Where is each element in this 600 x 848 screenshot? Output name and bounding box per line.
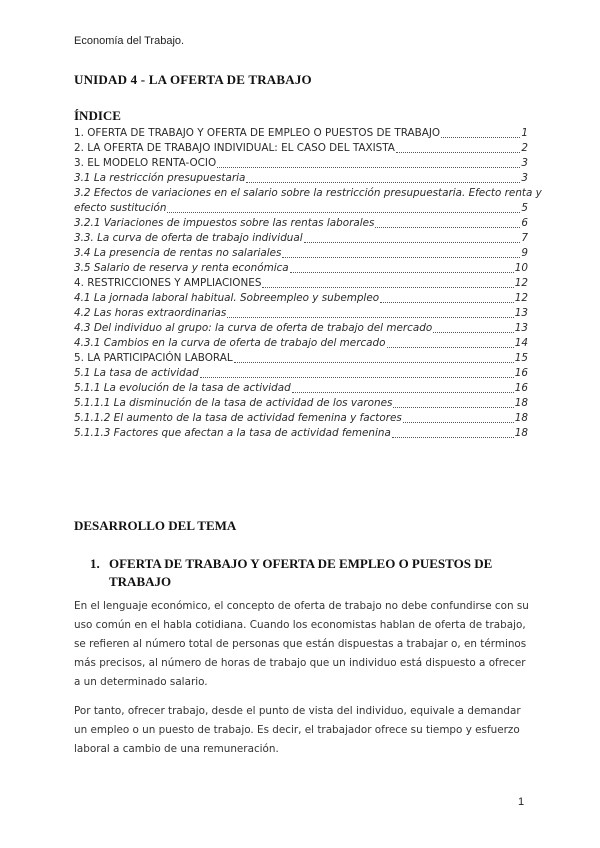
toc-entry-page: 1 [521, 127, 528, 139]
toc-entry[interactable] [74, 246, 528, 261]
toc-leader [290, 272, 514, 273]
toc-entry-title: 5.1.1 La evolución de la tasa de actividad [74, 382, 291, 394]
running-head: Economía del Trabajo. [74, 35, 185, 47]
section-number: 1. [90, 556, 100, 571]
toc-entry[interactable] [74, 231, 528, 246]
toc-entry-page: 14 [514, 337, 528, 349]
toc-entry[interactable] [74, 381, 528, 396]
page-number: 1 [518, 796, 525, 808]
toc-entry-page: 18 [514, 397, 528, 409]
toc-entry-page: 15 [514, 352, 528, 364]
toc-entry-title: 5.1.1.2 El aumento de la tasa de actividad femenina y factores [74, 412, 402, 424]
toc-entry[interactable] [74, 186, 542, 216]
toc-entry[interactable] [74, 396, 528, 411]
toc-entry-title: 3. EL MODELO RENTA-OCIO [74, 157, 217, 169]
toc-entry-title: 2. LA OFERTA DE TRABAJO INDIVIDUAL: EL CASO DEL TAXISTA [74, 142, 395, 154]
toc-entry[interactable] [74, 291, 528, 306]
index-heading: ÍNDICE [74, 108, 121, 123]
toc-leader [387, 347, 514, 348]
toc-leader [393, 407, 513, 408]
toc-leader [304, 242, 521, 243]
toc-entry-title: 4. RESTRICCIONES Y AMPLIACIONES [74, 277, 262, 289]
toc-entry-title: 5. LA PARTICIPACIÓN LABORAL [74, 352, 233, 364]
toc-entry-page: 2 [521, 142, 528, 154]
toc-leader [262, 287, 513, 288]
toc-entry-page: 9 [521, 247, 528, 259]
body-paragraph: En el lenguaje económico, el concepto de oferta de trabajo no debe confundirse con su uso común en el habla cotidiana. Cuando los economistas hablan de oferta de trabajo, se refieren al número total de personas que están dispuestas a trabajar o, en términos más precisos, al número de horas de trabajo que un individuo está dispuesto a ofrecer a un determinado salario. [74, 600, 529, 688]
toc-entry-title: 5.1.1.3 Factores que afectan a la tasa de actividad femenina [74, 427, 391, 439]
toc-entry-page: 7 [521, 232, 528, 244]
toc-entry[interactable] [74, 351, 528, 366]
section-heading [90, 555, 510, 591]
toc-entry[interactable] [74, 156, 528, 171]
toc-entry-page: 18 [514, 412, 528, 424]
toc-entry-title: 3.2.1 Variaciones de impuestos sobre las rentas laborales [74, 217, 375, 229]
toc-entry-page: 13 [514, 307, 528, 319]
toc-leader [403, 422, 514, 423]
toc-leader [380, 302, 514, 303]
toc-leader [392, 437, 514, 438]
toc-entry[interactable] [74, 336, 528, 351]
development-heading: DESARROLLO DEL TEMA [74, 518, 237, 533]
toc-entry[interactable] [74, 261, 528, 276]
toc-entry-title: 3.1 La restricción presupuestaria [74, 172, 246, 184]
toc-entry-page: 13 [514, 322, 528, 334]
toc-entry-title: 3.3. La curva de oferta de trabajo individual [74, 232, 303, 244]
toc-entry-page: 6 [521, 217, 528, 229]
toc-leader [433, 332, 514, 333]
toc-leader [167, 212, 520, 213]
toc-leader [234, 362, 514, 363]
toc-entry-page: 3 [521, 172, 528, 184]
toc-leader [282, 257, 520, 258]
toc-entry[interactable] [74, 171, 528, 186]
toc-entry-page: 16 [514, 382, 528, 394]
toc-entry-page: 12 [514, 292, 528, 304]
toc-entry-page: 5 [521, 202, 528, 214]
toc-entry-page: 18 [514, 427, 528, 439]
toc-entry[interactable] [74, 426, 528, 441]
toc-entry-page: 3 [521, 157, 528, 169]
toc-leader [396, 152, 520, 153]
toc-leader [441, 137, 520, 138]
toc-entry[interactable] [74, 141, 528, 156]
toc-entry-title: 4.2 Las horas extraordinarias [74, 307, 227, 319]
toc-leader [292, 392, 514, 393]
toc-entry-title: 4.1 La jornada laboral habitual. Sobreempleo y subempleo [74, 292, 380, 304]
toc-entry-title: 3.5 Salario de reserva y renta económica [74, 262, 289, 274]
toc-entry-title: 4.3 Del individuo al grupo: la curva de oferta de trabajo del mercado [74, 322, 433, 334]
toc-entry-title: 3.2 Efectos de variaciones en el salario sobre la restricción presupuestaria. Efecto renta y [74, 187, 542, 199]
toc-entry[interactable] [74, 126, 528, 141]
table-of-contents [74, 126, 542, 441]
toc-leader [227, 317, 514, 318]
toc-leader [375, 227, 520, 228]
toc-leader [200, 377, 514, 378]
section-title: OFERTA DE TRABAJO Y OFERTA DE EMPLEO O PUESTOS DE TRABAJO [109, 556, 493, 589]
toc-entry[interactable] [74, 276, 528, 291]
unit-title: UNIDAD 4 - LA OFERTA DE TRABAJO [74, 72, 312, 87]
toc-entry-page: 12 [514, 277, 528, 289]
toc-entry[interactable] [74, 411, 528, 426]
toc-entry-page: 16 [514, 367, 528, 379]
toc-leader [246, 182, 520, 183]
toc-entry-title: 5.1 La tasa de actividad [74, 367, 199, 379]
body-paragraph: Por tanto, ofrecer trabajo, desde el punto de vista del individuo, equivale a demandar un empleo o un puesto de trabajo. Es decir, el trabajador ofrece su tiempo y esfuerzo laboral a cambio de una remuneración. [74, 705, 521, 755]
toc-entry[interactable] [74, 366, 528, 381]
toc-entry-title: 4.3.1 Cambios en la curva de oferta de trabajo del mercado [74, 337, 386, 349]
toc-entry[interactable] [74, 216, 528, 231]
toc-entry-title: 5.1.1.1 La disminución de la tasa de actividad de los varones [74, 397, 393, 409]
toc-leader [217, 167, 520, 168]
toc-entry-title-continued: efecto sustitución [74, 202, 167, 214]
toc-entry-title: 3.4 La presencia de rentas no salariales [74, 247, 282, 259]
toc-entry[interactable] [74, 306, 528, 321]
toc-entry-title: 1. OFERTA DE TRABAJO Y OFERTA DE EMPLEO O PUESTOS DE TRABAJO [74, 127, 441, 139]
toc-entry-page: 10 [514, 262, 528, 274]
toc-entry[interactable] [74, 321, 528, 336]
